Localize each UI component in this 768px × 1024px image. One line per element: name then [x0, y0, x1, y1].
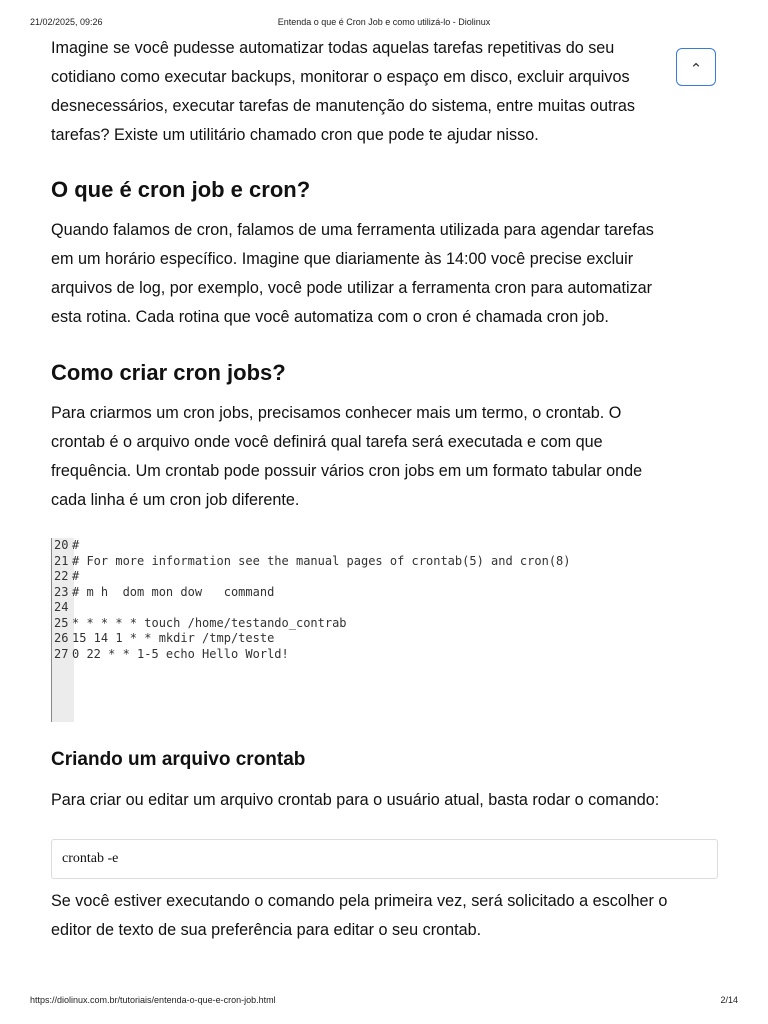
section-paragraph-create-crontab: Para criar ou editar um arquivo crontab para o usuário atual, basta rodar o comando:	[51, 791, 660, 809]
section-heading-cron-job: O que é cron job e cron?	[51, 177, 311, 202]
paragraph-line: em um horário específico. Imagine que diariamente às 14:00 você precise excluir	[51, 250, 634, 268]
section-paragraph-first-run	[51, 887, 721, 945]
line-number: 20	[54, 538, 69, 552]
code-line	[54, 631, 274, 646]
paragraph-line: frequência. Um crontab pode possuir vários cron jobs em um formato tabular onde	[51, 462, 643, 480]
code-line	[54, 600, 72, 615]
code-line	[54, 538, 79, 553]
print-url: https://diolinux.com.br/tutoriais/entenda-o-que-e-cron-job.html	[30, 995, 276, 1005]
code-text: # For more information see the manual pages of crontab(5) and cron(8)	[72, 553, 571, 568]
code-text: #	[72, 569, 80, 583]
print-page-number: 2/14	[720, 995, 738, 1005]
section-heading-create-crontab: Criando um arquivo crontab	[51, 749, 306, 770]
code-text: 15 14 1 * * mkdir /tmp/teste	[72, 631, 275, 645]
section-paragraph-cron-job	[51, 216, 721, 332]
code-text: * * * * * touch /home/testando_contrab	[72, 615, 347, 630]
line-number: 26	[54, 631, 69, 645]
code-line	[54, 647, 289, 662]
paragraph-line: cada linha é um cron job diferente.	[51, 491, 300, 509]
paragraph-line: arquivos de log, por exemplo, você pode utilizar a ferramenta cron para automatizar	[51, 279, 653, 297]
command-code-block: crontab -e	[51, 839, 718, 879]
code-text: #	[72, 538, 80, 552]
section-heading-create-cron-jobs: Como criar cron jobs?	[51, 360, 286, 385]
paragraph-line: crontab é o arquivo onde você definirá qual tarefa será executada e com que	[51, 433, 603, 451]
print-datetime: 21/02/2025, 09:26	[30, 17, 103, 27]
paragraph-line: esta rotina. Cada rotina que você automatiza com o cron é chamada cron job.	[51, 308, 609, 326]
intro-line: tarefas? Existe um utilitário chamado cron que pode te ajudar nisso.	[51, 126, 539, 144]
line-number: 22	[54, 569, 69, 583]
line-number: 25	[54, 615, 69, 630]
paragraph-line: Se você estiver executando o comando pela primeira vez, será solicitado a escolher o	[51, 892, 668, 910]
intro-line: cotidiano como executar backups, monitorar o espaço em disco, excluir arquivos	[51, 68, 630, 86]
paragraph-line: Quando falamos de cron, falamos de uma ferramenta utilizada para agendar tarefas	[51, 221, 654, 239]
line-number: 23	[54, 584, 69, 599]
intro-paragraph	[51, 34, 691, 150]
print-page-title: Entenda o que é Cron Job e como utilizá-lo - Diolinux	[277, 17, 491, 27]
paragraph-line: Para criarmos um cron jobs, precisamos conhecer mais um termo, o crontab. O	[51, 404, 622, 422]
code-line	[54, 554, 571, 569]
crontab-code-screenshot	[51, 538, 651, 722]
code-line	[54, 585, 274, 600]
code-line	[54, 569, 79, 584]
paragraph-line: editor de texto de sua preferência para editar o seu crontab.	[51, 921, 482, 939]
section-paragraph-create-cron-jobs	[51, 399, 721, 515]
line-number: 27	[54, 646, 69, 661]
intro-line: desnecessários, executar tarefas de manutenção do sistema, entre muitas outras	[51, 97, 635, 115]
code-text: 0 22 * * 1-5 echo Hello World!	[72, 646, 289, 661]
line-number: 24	[54, 600, 69, 614]
code-text: # m h dom mon dow command	[72, 584, 275, 599]
code-line	[54, 616, 347, 631]
print-footer	[0, 995, 768, 1009]
intro-line: Imagine se você pudesse automatizar todas aquelas tarefas repetitivas do seu	[51, 39, 615, 57]
print-header	[0, 17, 768, 31]
line-number: 21	[54, 553, 69, 568]
chevron-up-icon: ⌃	[689, 61, 703, 78]
